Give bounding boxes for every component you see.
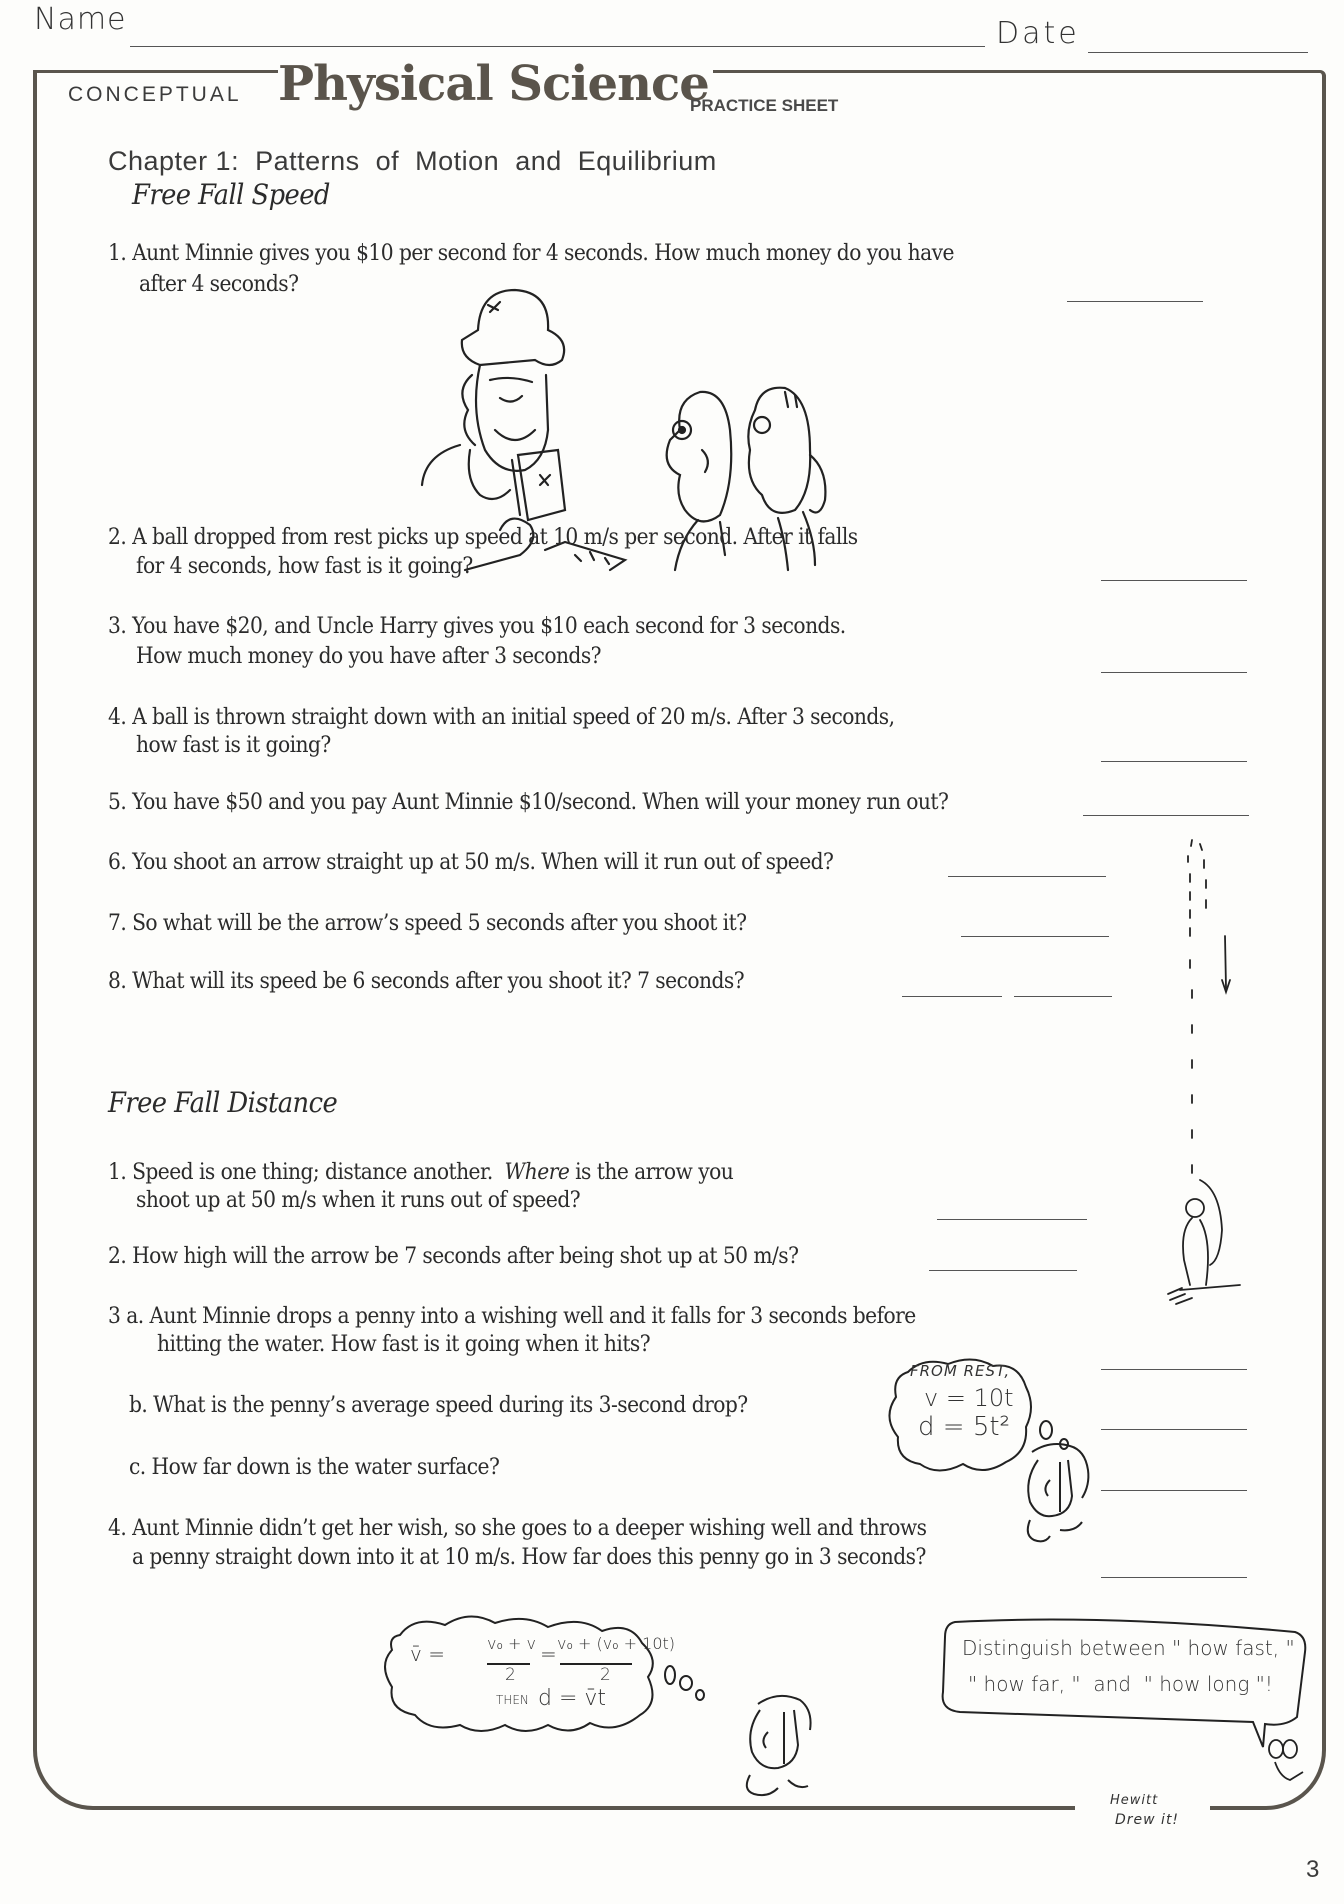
question-text-emphasis: Where [504,1160,570,1185]
banner-suffix: PRACTICE SHEET [690,96,839,115]
name-field[interactable] [130,46,985,47]
chapter-title: Chapter 1: Patterns of Motion and Equilibrium [108,146,717,176]
answer-blank[interactable] [1101,1429,1247,1430]
answer-blank[interactable] [1101,1369,1247,1370]
date-label: Date [996,16,1080,51]
formula-frac1-denominator: 2 [505,1665,516,1685]
question-text: for 4 seconds, how fast is it going? [136,554,473,579]
question-text: a penny straight down into it at 10 m/s. How far does this penny go in 3 seconds? [132,1545,926,1570]
section-heading-distance: Free Fall Distance [108,1086,338,1119]
question-text: after 4 seconds? [139,272,299,297]
question-text [108,1160,733,1185]
thought-cloud-average-speed [370,1605,710,1745]
signature-line1: Hewitt [1110,1793,1159,1808]
question-text: 8. What will its speed be 6 seconds after you shoot it? 7 seconds? [108,969,745,994]
answer-blank-6s[interactable] [902,996,1002,997]
answer-blank[interactable] [1083,815,1249,816]
answer-blank[interactable] [948,876,1106,877]
question-text: 5. You have $50 and you pay Aunt Minnie $10/second. When will your money run out? [108,790,949,815]
formula-frac2-denominator: 2 [600,1665,611,1685]
question-text: 2. A ball dropped from rest picks up speed at 10 m/s per second. After it falls [108,525,858,550]
arrow-trajectory-illustration [1120,830,1260,1310]
banner-prefix: CONCEPTUAL [68,83,242,106]
formula-frac1-numerator: v₀ + v [487,1634,536,1653]
section-heading-speed: Free Fall Speed [132,178,330,211]
speech-bubble-line1: Distinguish between " how fast, " [962,1636,1295,1660]
formula-equals: = [540,1642,557,1666]
formula-then-distance: d = v̄t [538,1686,607,1711]
answer-blank-7s[interactable] [1014,996,1112,997]
question-text: 3. You have $20, and Uncle Harry gives you $10 each second for 3 seconds. [108,614,846,639]
question-text: 2. How high will the arrow be 7 seconds after being shot up at 50 m/s? [108,1244,799,1269]
question-text: How much money do you have after 3 seconds? [136,644,601,669]
aunt-minnie-bottom-illustration [738,1690,828,1800]
answer-blank[interactable] [1101,672,1247,673]
answer-blank[interactable] [1101,580,1247,581]
name-label: Name [34,2,127,37]
question-text: c. How far down is the water surface? [129,1455,500,1480]
speech-bubble-line2: " how far, " and " how long "! [968,1672,1273,1696]
cloud-text-distance: d = 5t² [918,1412,1010,1442]
question-text-a: 1. Speed is one thing; distance another. [108,1160,505,1185]
question-text: hitting the water. How fast is it going when it hits? [157,1332,651,1357]
answer-blank[interactable] [961,936,1109,937]
question-text: b. What is the penny’s average speed during its 3-second drop? [129,1393,748,1418]
cloud-text-from-rest: FROM REST, [910,1362,1011,1380]
formula-then-label: THEN [496,1693,529,1707]
page-number: 3 [1306,1856,1320,1883]
answer-blank[interactable] [937,1219,1087,1220]
answer-blank[interactable] [1101,1490,1247,1491]
answer-blank[interactable] [1067,301,1203,302]
signature-line2: Drew it! [1115,1812,1180,1828]
answer-blank[interactable] [1101,1577,1247,1578]
banner-title: Physical Science [278,56,713,112]
formula-frac2-numerator: v₀ + (v₀ + 10t) [557,1634,676,1653]
date-field[interactable] [1088,52,1308,53]
question-text: how fast is it going? [136,733,331,758]
answer-blank[interactable] [1101,761,1247,762]
question-text: 7. So what will be the arrow’s speed 5 seconds after you shoot it? [108,911,747,936]
aunt-minnie-thinking-illustration [1020,1440,1100,1550]
question-text-b: is the arrow you [569,1160,734,1185]
cloud-text-velocity: v = 10t [924,1384,1014,1412]
formula-v-bar: v̄ = [410,1642,445,1666]
question-text: 1. Aunt Minnie gives you $10 per second for 4 seconds. How much money do you have [108,241,954,266]
question-text: 4. A ball is thrown straight down with an initial speed of 20 m/s. After 3 seconds, [108,705,895,730]
answer-blank[interactable] [929,1270,1077,1271]
question-text: shoot up at 50 m/s when it runs out of speed? [136,1188,581,1213]
question-text: 4. Aunt Minnie didn’t get her wish, so she goes to a deeper wishing well and throws [108,1516,927,1541]
question-text: 6. You shoot an arrow straight up at 50 m/s. When will it run out of speed? [108,850,834,875]
question-text: 3 a. Aunt Minnie drops a penny into a wishing well and it falls for 3 seconds before [108,1304,916,1329]
